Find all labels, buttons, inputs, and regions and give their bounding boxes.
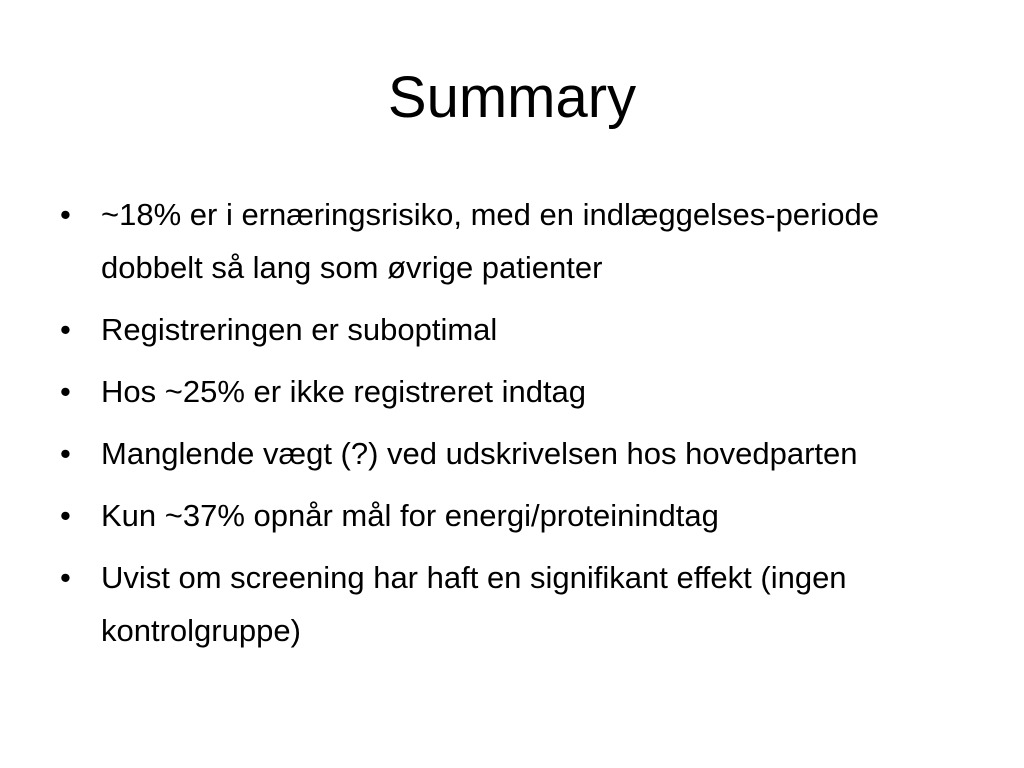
bullet-text: Registreringen er suboptimal [101, 312, 498, 347]
bullet-text: Hos ~25% er ikke registreret indtag [101, 374, 587, 409]
bullet-list [60, 188, 980, 666]
bullet-dot-icon: • [60, 312, 71, 347]
bullet-item [60, 489, 980, 542]
bullet-text: Uvist om screening har haft en signifikant effekt (ingen kontrolgruppe) [101, 560, 847, 648]
bullet-text: Manglende vægt (?) ved udskrivelsen hos hovedparten [101, 436, 858, 471]
bullet-dot-icon: • [60, 197, 71, 232]
bullet-dot-icon: • [60, 498, 71, 533]
bullet-item [60, 365, 980, 418]
bullet-item [60, 427, 980, 480]
bullet-text: ~18% er i ernæringsrisiko, med en indlæggelses-periode dobbelt så lang som øvrige patienter [101, 197, 879, 285]
bullet-text: Kun ~37% opnår mål for energi/proteinindtag [101, 498, 719, 533]
bullet-dot-icon: • [60, 436, 71, 471]
bullet-dot-icon: • [60, 374, 71, 409]
bullet-item [60, 551, 980, 657]
bullet-item [60, 303, 980, 356]
slide-title: Summary [387, 65, 637, 130]
bullet-item [60, 188, 980, 294]
bullet-dot-icon: • [60, 560, 71, 595]
